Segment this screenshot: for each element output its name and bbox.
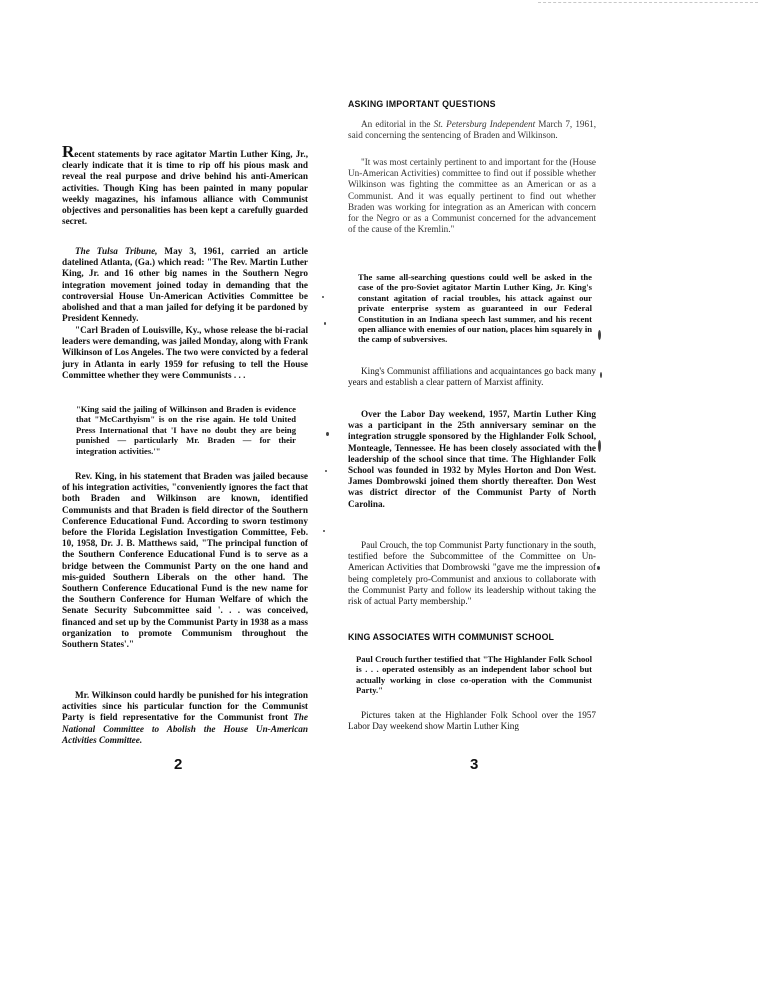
section-heading-school: KING ASSOCIATES WITH COMMUNIST SCHOOL	[348, 632, 555, 642]
scan-speck	[600, 372, 602, 378]
scan-speck	[326, 432, 329, 436]
scan-speck	[598, 330, 601, 340]
newspaper-name: St. Petersburg Independent	[433, 119, 536, 129]
editorial-lead: An editorial in the	[361, 119, 434, 129]
scan-speck	[325, 470, 327, 472]
right-paragraph-labor-day: Over the Labor Day weekend, 1957, Martin Luther King was a participant in the 25th anniversary seminar on the integration struggle sponsored by the Highlander Folk School, Monteagle, Tennessee. He has been closely associated with the leadership of the school since that time. The Highlander Folk School was founded in 1932 by Myles Horton and Don West. James Dombrowski joined them shortly thereafter. Don West was district director of the Communist Party of North Carolina.	[348, 409, 596, 509]
page-number-left: 2	[174, 756, 183, 773]
tulsa-text: May 3, 1961, carried an article datelined Atlanta, (Ga.) which read: "The Rev. Martin Luther King, Jr. and 16 other big names in the Southern Negro integration movement joined today in demanding that the controversial House Un-American Activities Committee be abolished and that a man jailed for defying it be pardoned by President Kennedy.	[62, 246, 308, 324]
page-number-right: 3	[470, 756, 479, 773]
scan-speck	[323, 530, 325, 532]
left-paragraph-wilkinson	[62, 690, 308, 746]
right-block-quote-crouch: Paul Crouch further testified that "The Highlander Folk School is . . . operated ostensibly as an independent labor school but actually working in close co-operation with the Communist Party."	[356, 654, 592, 696]
front-organization-name: The National Committee to Abolish the House Un-American Activities Committee.	[62, 712, 308, 745]
scan-speck	[322, 296, 324, 298]
right-paragraph-pictures: Pictures taken at the Highlander Folk School over the 1957 Labor Day weekend show Martin Luther King	[348, 710, 596, 732]
scan-speck	[597, 566, 600, 570]
right-block-quote: The same all-searching questions could well be asked in the case of the pro-Soviet agitator Martin Luther King, Jr. King's constant agitation of racial troubles, his attack against our private enterprise system as guaranteed in our Federal Constitution in an Indiana speech last summer, and his recent open alliance with enemies of our nation, places him squarely in the camp of subversives.	[358, 272, 592, 345]
newspaper-name: The Tulsa Tribune,	[75, 246, 158, 256]
wilkinson-text: Mr. Wilkinson could hardly be punished for his integration activities since his particular function for the Communist Party is field representative for the Communist front	[62, 690, 308, 723]
right-paragraph-crouch: Paul Crouch, the top Communist Party functionary in the south, testified before the Subcommittee of the Committee on Un-American Activities that Dombrowski "gave me the impression of being completely pro-Communist and anxious to collaborate with the Communist Party and follow its leadership without taking the risk of actual Party membership."	[348, 540, 596, 607]
left-paragraph-opening	[62, 142, 308, 227]
section-heading-questions: ASKING IMPORTANT QUESTIONS	[348, 99, 496, 109]
editorial-rest: March 7, 1961, said concerning the sentencing of Braden and Wilkinson.	[348, 119, 596, 141]
opening-text: ecent statements by race agitator Martin Luther King, Jr., clearly indicate that it is time to rip off his pious mask and reveal the real purpose and drive behind his anti-American activities. Though King has been painted in many popular weekly magazines, his infamous alliance with Communist objectives and personalities has been kept a carefully guarded secret.	[62, 149, 308, 227]
left-paragraph-braden: "Carl Braden of Louisville, Ky., whose release the bi-racial leaders were demanding, was jailed Monday, along with Frank Wilkinson of Los Angeles. The two were convicted by a federal jury in Atlanta in early 1959 for refusing to tell the House Committee whether they were Communists . . .	[62, 325, 308, 380]
scan-speck	[598, 440, 601, 452]
drop-cap: R	[62, 142, 75, 161]
scan-speck	[324, 322, 326, 325]
right-paragraph-pertinent: "It was most certainly pertinent to and important for the (House Un-American Activities) committee to find out if possible whether Wilkinson was fighting the committee as an American or as a Communist. And it was equally pertinent to find out whether Braden was working for integration as an American with concern for the Negro or as a Communist concerned for the advancement of the cause of the Kremlin."	[348, 157, 596, 235]
right-paragraph-affiliations: King's Communist affiliations and acquaintances go back many years and establish a clear pattern of Marxist affinity.	[348, 366, 596, 388]
right-paragraph-editorial	[348, 119, 596, 141]
left-paragraph-tulsa-tribune	[62, 246, 308, 324]
scan-top-edge	[538, 2, 758, 3]
left-block-quote: "King said the jailing of Wilkinson and Braden is evidence that "McCarthyism" is on the rise again. He told United Press International that 'I have no doubt they are being punished — particularly Mr. Braden — for their integration activities.'"	[76, 404, 296, 456]
left-paragraph-king-statement: Rev. King, in his statement that Braden was jailed because of his integration activities, "conveniently ignores the fact that both Braden and Wilkinson are known, identified Communists and that Braden is field director of the Southern Conference Educational Fund. According to sworn testimony before the Florida Legislation Investigation Committee, Feb. 10, 1958, Dr. J. B. Matthews said, "The principal function of the Southern Conference Educational Fund is to serve as a bridge between the Communist Party on the one hand and mis-guided Southern Liberals on the other hand. The Southern Conference Educational Fund is the new name for the Southern Conference for Human Welfare of which the Senate Security Subcommittee said '. . . was conceived, financed and set up by the Communist Party in 1938 as a mass organization to promote Communism throughout the Southern States'."	[62, 471, 308, 650]
